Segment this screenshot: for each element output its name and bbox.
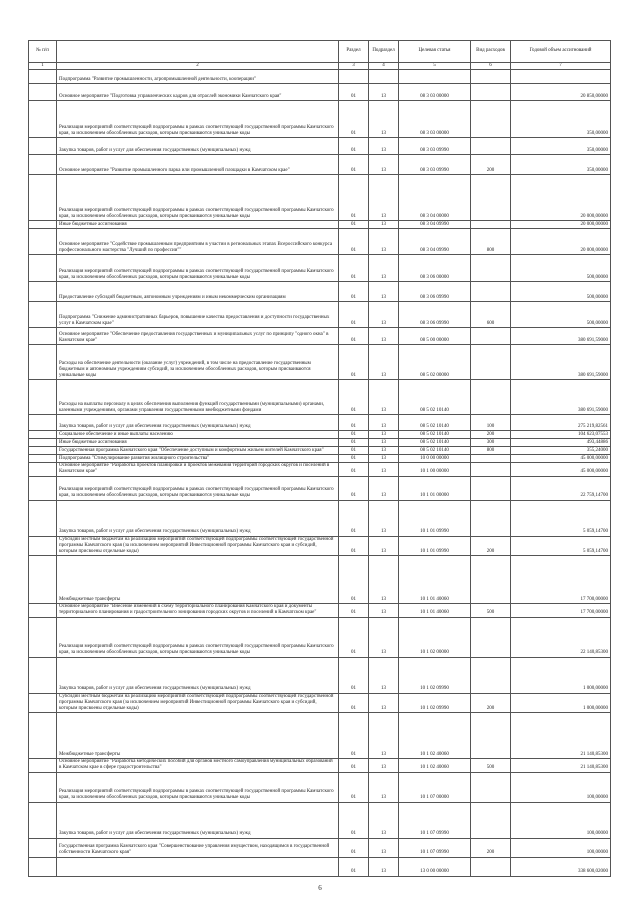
cell-name: Основное мероприятие "Обеспечение предоставления государственных и муниципальных услуг по принципу "одного окна" в Камчатском крае" — [57, 328, 339, 345]
cell-subsection: 13 — [369, 476, 399, 500]
cell-amount: 21 140,85300 — [511, 713, 611, 759]
cell-section: 01 — [339, 302, 369, 328]
cell-num — [29, 70, 57, 84]
cell-subsection: 13 — [369, 282, 399, 302]
table-row — [29, 556, 611, 604]
cell-article: 08 5 00 00000 — [399, 328, 471, 345]
cell-amount: 17 700,00000 — [511, 604, 611, 617]
cell-subsection: 13 — [369, 175, 399, 221]
cell-expense-type: 200 — [471, 536, 511, 556]
cell-expense-type — [471, 101, 511, 138]
cell-section: 01 — [339, 282, 369, 302]
cell-num — [29, 536, 57, 556]
cell-name: Основное мероприятие "Развитие промышленного парка или промышленной площадки в Камчатском крае" — [57, 155, 339, 175]
cell-amount: 20 850,00000 — [511, 84, 611, 101]
cell-expense-type — [471, 328, 511, 345]
cell-amount: 100,00000 — [511, 838, 611, 857]
table-row — [29, 229, 611, 255]
cell-article: 10 1 01 40060 — [399, 604, 471, 617]
cell-subsection: 13 — [369, 101, 399, 138]
cell-num — [29, 455, 57, 463]
cell-amount: 350,00000 — [511, 138, 611, 155]
table-row — [29, 138, 611, 155]
cell-amount: 493,44886 — [511, 439, 611, 447]
cell-article: 10 1 02 40060 — [399, 759, 471, 772]
cell-name: Социальное обеспечение и иные выплаты населению — [57, 431, 339, 439]
cell-expense-type — [471, 857, 511, 876]
table-row — [29, 536, 611, 556]
cell-section: 01 — [339, 380, 369, 415]
column-number-row — [29, 63, 611, 70]
cell-num — [29, 84, 57, 101]
cell-article: 10 1 07 00000 — [399, 772, 471, 802]
cell-article: 10 1 07 09990 — [399, 838, 471, 857]
cell-article: 10 1 02 09990 — [399, 693, 471, 713]
cell-amount: 22 759,14700 — [511, 476, 611, 500]
cell-num — [29, 476, 57, 500]
cell-expense-type: 200 — [471, 693, 511, 713]
cell-num — [29, 838, 57, 857]
cell-name: Субсидии местным бюджетам на реализацию мероприятий соответствующей подпрограммы соответствующей государственной программы Камчатского края (за исключением мероприятий Инвестиционной программы Камчатского края и субсидий, которым присвоены отдельные коды) — [57, 536, 339, 556]
cell-article: 10 1 00 00000 — [399, 463, 471, 476]
cell-name: Субсидии местным бюджетам на реализацию мероприятий соответствующей подпрограммы соответствующей государственной программы Камчатского края (за исключением мероприятий Инвестиционной программы Камчатского края и субсидий, которым присвоены отдельные коды) — [57, 693, 339, 713]
cell-num — [29, 175, 57, 221]
cell-article: 08 5 02 00000 — [399, 345, 471, 380]
cell-name: Государственная программа Камчатского края "Обеспечение доступным и комфортным жильем жителей Камчатского края" — [57, 447, 339, 455]
table-row — [29, 838, 611, 857]
cell-amount: 20 000,00000 — [511, 175, 611, 221]
cell-article: 10 1 01 09990 — [399, 500, 471, 536]
cell-section: 01 — [339, 431, 369, 439]
cell-section: 01 — [339, 463, 369, 476]
cell-expense-type: 200 — [471, 155, 511, 175]
table-row — [29, 447, 611, 455]
table-row — [29, 70, 611, 84]
cell-expense-type — [471, 463, 511, 476]
cell-section: 01 — [339, 138, 369, 155]
cell-expense-type: 500 — [471, 604, 511, 617]
cell-expense-type: 600 — [471, 302, 511, 328]
cell-num — [29, 380, 57, 415]
cell-expense-type: 100 — [471, 415, 511, 431]
cell-article — [399, 70, 471, 84]
cell-num — [29, 500, 57, 536]
cell-expense-type — [471, 282, 511, 302]
column-number: 2 — [57, 63, 339, 70]
cell-subsection: 13 — [369, 759, 399, 772]
cell-section: 01 — [339, 857, 369, 876]
cell-num — [29, 713, 57, 759]
table-row — [29, 500, 611, 536]
cell-section: 01 — [339, 838, 369, 857]
cell-name: Подпрограмма "Развитие промышленности, агропромышленной деятельности, кооперации" — [57, 70, 339, 84]
cell-section: 01 — [339, 693, 369, 713]
cell-name: Межбюджетные трансферты — [57, 713, 339, 759]
cell-name: Подпрограмма "Снижение административных барьеров, повышение качества предоставления и доступности государственных услуг в Камчатском крае" — [57, 302, 339, 328]
cell-article: 08 3 04 09990 — [399, 221, 471, 229]
cell-section: 01 — [339, 657, 369, 693]
cell-amount: 500,00000 — [511, 302, 611, 328]
cell-section: 01 — [339, 229, 369, 255]
cell-section: 01 — [339, 500, 369, 536]
table-row — [29, 175, 611, 221]
cell-num — [29, 759, 57, 772]
cell-section: 01 — [339, 617, 369, 657]
cell-amount: 1 000,00000 — [511, 693, 611, 713]
cell-article: 08 3 06 09990 — [399, 282, 471, 302]
cell-name: Закупка товаров, работ и услуг для обеспечения государственных (муниципальных) нужд — [57, 500, 339, 536]
table-row — [29, 255, 611, 282]
cell-num — [29, 657, 57, 693]
cell-subsection: 13 — [369, 802, 399, 838]
cell-name: Реализация мероприятий соответствующей подпрограммы в рамках соответствующей государственной программы Камчатского края, за исключением обособленных расходов, которым присваиваются уникальные коды — [57, 175, 339, 221]
header-subsection: Подраздел — [369, 41, 399, 63]
table-row — [29, 857, 611, 876]
cell-amount: 500,00000 — [511, 282, 611, 302]
cell-num — [29, 617, 57, 657]
cell-expense-type — [471, 455, 511, 463]
cell-expense-type — [471, 175, 511, 221]
cell-amount: 45 000,00000 — [511, 463, 611, 476]
cell-name: Основное мероприятие "Подготовка управленческих кадров для отраслей экономики Камчатского края" — [57, 84, 339, 101]
cell-section: 01 — [339, 772, 369, 802]
table-body — [29, 70, 611, 876]
cell-expense-type — [471, 345, 511, 380]
table-row — [29, 431, 611, 439]
cell-section: 01 — [339, 759, 369, 772]
cell-name: Основное мероприятие "Содействие промышленным предприятиям в участии в региональных этапах Всероссийского конкурса профессионального мастерства "Лучший по профессии"" — [57, 229, 339, 255]
cell-subsection: 13 — [369, 838, 399, 857]
cell-name: Расходы на выплаты персоналу в целях обеспечения выполнения функций государственными (муниципальными) органами, казенными учреждениями, органами управления государственными внебюджетными фондами — [57, 380, 339, 415]
cell-subsection: 13 — [369, 155, 399, 175]
cell-amount — [511, 70, 611, 84]
header-article: Целевая статья — [399, 41, 471, 63]
cell-section: 01 — [339, 439, 369, 447]
cell-article: 08 5 02 10140 — [399, 415, 471, 431]
cell-article: 08 3 03 09990 — [399, 155, 471, 175]
cell-name: Реализация мероприятий соответствующей подпрограммы в рамках соответствующей государственной программы Камчатского края, за исключением обособленных расходов, которым присваиваются уникальные коды — [57, 617, 339, 657]
cell-article: 10 1 02 00000 — [399, 617, 471, 657]
cell-subsection: 13 — [369, 455, 399, 463]
cell-expense-type — [471, 556, 511, 604]
cell-article: 10 1 01 09990 — [399, 536, 471, 556]
column-number: 5 — [399, 63, 471, 70]
cell-num — [29, 255, 57, 282]
cell-article: 08 5 02 10140 — [399, 447, 471, 455]
cell-name: Закупка товаров, работ и услуг для обеспечения государственных (муниципальных) нужд — [57, 138, 339, 155]
cell-expense-type: 300 — [471, 439, 511, 447]
cell-subsection: 13 — [369, 138, 399, 155]
cell-num — [29, 447, 57, 455]
cell-article: 08 3 03 09990 — [399, 138, 471, 155]
cell-name: Предоставление субсидий бюджетным, автономным учреждениям и иным некоммерческим организациям — [57, 282, 339, 302]
table-row — [29, 101, 611, 138]
header-expense-type: Вид расходов — [471, 41, 511, 63]
cell-article: 10 1 02 40060 — [399, 713, 471, 759]
cell-expense-type — [471, 70, 511, 84]
column-number: 6 — [471, 63, 511, 70]
cell-amount: 17 700,00000 — [511, 556, 611, 604]
header-num: № п/п — [29, 41, 57, 63]
cell-expense-type — [471, 772, 511, 802]
cell-amount: 20 000,00000 — [511, 229, 611, 255]
cell-section: 01 — [339, 604, 369, 617]
cell-name: Основное мероприятие "Внесение изменений в схему территориального планирования Камчатского края и документы территориального планирования и градостроительного зонирования городских округов и поселений в Камчатском крае" — [57, 604, 339, 617]
cell-expense-type — [471, 476, 511, 500]
cell-section: 01 — [339, 175, 369, 221]
cell-subsection: 13 — [369, 604, 399, 617]
cell-name: Основное мероприятие "Разработка проектов планировки и проектов межевания территорий городских округов и поселений в Камчатском крае" — [57, 463, 339, 476]
cell-section: 01 — [339, 328, 369, 345]
cell-name: Реализация мероприятий соответствующей подпрограммы в рамках соответствующей государственной программы Камчатского края, за исключением обособленных расходов, которым присваиваются уникальные коды — [57, 476, 339, 500]
cell-section: 01 — [339, 155, 369, 175]
cell-name: Межбюджетные трансферты — [57, 556, 339, 604]
cell-num — [29, 772, 57, 802]
table-row — [29, 302, 611, 328]
column-number: 1 — [29, 63, 57, 70]
table-row — [29, 415, 611, 431]
cell-expense-type — [471, 657, 511, 693]
cell-subsection: 13 — [369, 693, 399, 713]
cell-amount: 100,00000 — [511, 772, 611, 802]
cell-section: 01 — [339, 447, 369, 455]
cell-article: 08 3 03 00000 — [399, 84, 471, 101]
cell-amount: 350,00000 — [511, 101, 611, 138]
table-row — [29, 84, 611, 101]
cell-subsection: 13 — [369, 415, 399, 431]
cell-article: 10 1 01 00000 — [399, 476, 471, 500]
cell-subsection: 13 — [369, 772, 399, 802]
cell-subsection: 13 — [369, 255, 399, 282]
cell-amount: 380 691,59000 — [511, 345, 611, 380]
table-row — [29, 155, 611, 175]
cell-subsection: 13 — [369, 84, 399, 101]
cell-expense-type — [471, 713, 511, 759]
cell-section: 01 — [339, 415, 369, 431]
cell-amount: 5 059,14700 — [511, 536, 611, 556]
header-amount: Годовой объем ассигнований — [511, 41, 611, 63]
cell-section: 01 — [339, 221, 369, 229]
cell-name: Иные бюджетные ассигнования — [57, 439, 339, 447]
cell-subsection: 13 — [369, 328, 399, 345]
table-row — [29, 693, 611, 713]
table-row — [29, 463, 611, 476]
table-row — [29, 617, 611, 657]
table-row — [29, 345, 611, 380]
cell-subsection — [369, 70, 399, 84]
cell-section: 01 — [339, 345, 369, 380]
table-row — [29, 282, 611, 302]
cell-amount: 380 691,59000 — [511, 328, 611, 345]
cell-name: Подпрограмма "Стимулирование развития жилищного строительства" — [57, 455, 339, 463]
cell-subsection: 13 — [369, 536, 399, 556]
cell-amount: 355,24000 — [511, 447, 611, 455]
header-name — [57, 41, 339, 63]
cell-section: 01 — [339, 476, 369, 500]
cell-name: Государственная программа Камчатского края "Совершенствование управления имуществом, находящимся в государственной собственности Камчатского края" — [57, 838, 339, 857]
cell-expense-type — [471, 500, 511, 536]
cell-subsection: 13 — [369, 463, 399, 476]
cell-name: Реализация мероприятий соответствующей подпрограммы в рамках соответствующей государственной программы Камчатского края, за исключением обособленных расходов, которым присваиваются уникальные коды — [57, 772, 339, 802]
header-section: Раздел — [339, 41, 369, 63]
cell-amount: 338 600,02000 — [511, 857, 611, 876]
cell-amount: 100,00000 — [511, 802, 611, 838]
cell-article: 08 3 04 09990 — [399, 229, 471, 255]
cell-amount: 104 623,07553 — [511, 431, 611, 439]
cell-num — [29, 857, 57, 876]
cell-subsection: 13 — [369, 302, 399, 328]
cell-article: 10 0 00 00000 — [399, 455, 471, 463]
cell-subsection: 13 — [369, 439, 399, 447]
cell-article: 08 3 03 00000 — [399, 101, 471, 138]
cell-section — [339, 70, 369, 84]
cell-amount: 1 000,00000 — [511, 657, 611, 693]
cell-num — [29, 463, 57, 476]
cell-expense-type — [471, 138, 511, 155]
table-row — [29, 772, 611, 802]
cell-num — [29, 328, 57, 345]
cell-num — [29, 556, 57, 604]
cell-subsection: 13 — [369, 447, 399, 455]
cell-num — [29, 604, 57, 617]
cell-article: 10 1 07 09990 — [399, 802, 471, 838]
cell-name: Закупка товаров, работ и услуг для обеспечения государственных (муниципальных) нужд — [57, 415, 339, 431]
cell-article: 13 0 00 00000 — [399, 857, 471, 876]
cell-expense-type: 800 — [471, 447, 511, 455]
cell-amount: 350,00000 — [511, 155, 611, 175]
cell-expense-type — [471, 802, 511, 838]
cell-num — [29, 693, 57, 713]
cell-article: 10 1 02 09990 — [399, 657, 471, 693]
cell-article: 08 5 02 10140 — [399, 439, 471, 447]
cell-subsection: 13 — [369, 617, 399, 657]
table-row — [29, 802, 611, 838]
cell-article: 08 3 06 00000 — [399, 255, 471, 282]
cell-subsection: 13 — [369, 556, 399, 604]
cell-subsection: 13 — [369, 229, 399, 255]
cell-section: 01 — [339, 101, 369, 138]
cell-num — [29, 431, 57, 439]
cell-article: 10 1 01 40060 — [399, 556, 471, 604]
table-row — [29, 604, 611, 617]
table-row — [29, 380, 611, 415]
cell-section: 01 — [339, 713, 369, 759]
cell-subsection: 13 — [369, 345, 399, 380]
table-row — [29, 221, 611, 229]
cell-amount: 20 000,00000 — [511, 221, 611, 229]
cell-section: 01 — [339, 455, 369, 463]
cell-name: Расходы на обеспечение деятельности (оказание услуг) учреждений, в том числе на предоставление государственным бюджетным и автономным учреждениям субсидий, за исключением обособленных расходов, которым присваиваются уникальные коды — [57, 345, 339, 380]
table-row — [29, 759, 611, 772]
cell-subsection: 13 — [369, 657, 399, 693]
cell-expense-type — [471, 221, 511, 229]
cell-num — [29, 229, 57, 255]
cell-article: 08 5 02 10140 — [399, 431, 471, 439]
cell-num — [29, 345, 57, 380]
cell-section: 01 — [339, 802, 369, 838]
page-number: 6 — [318, 884, 322, 892]
column-number: 7 — [511, 63, 611, 70]
cell-name: Основное мероприятие "Разработка методических пособий для органов местного самоуправления муниципальных образований в Камчатском крае в сфере градостроительства" — [57, 759, 339, 772]
table-row — [29, 657, 611, 693]
cell-amount: 275 219,82561 — [511, 415, 611, 431]
cell-name: Реализация мероприятий соответствующей подпрограммы в рамках соответствующей государственной программы Камчатского края, за исключением обособленных расходов, которым присваиваются уникальные коды — [57, 101, 339, 138]
cell-amount: 500,00000 — [511, 255, 611, 282]
cell-subsection: 13 — [369, 380, 399, 415]
cell-expense-type — [471, 84, 511, 101]
cell-subsection: 13 — [369, 431, 399, 439]
cell-num — [29, 282, 57, 302]
cell-expense-type: 500 — [471, 759, 511, 772]
table-row — [29, 713, 611, 759]
cell-article: 08 3 06 09990 — [399, 302, 471, 328]
cell-amount: 22 140,85300 — [511, 617, 611, 657]
cell-num — [29, 802, 57, 838]
table-row — [29, 328, 611, 345]
column-number: 4 — [369, 63, 399, 70]
cell-num — [29, 221, 57, 229]
cell-num — [29, 415, 57, 431]
cell-num — [29, 439, 57, 447]
cell-subsection: 13 — [369, 713, 399, 759]
cell-num — [29, 101, 57, 138]
cell-num — [29, 155, 57, 175]
cell-subsection: 13 — [369, 857, 399, 876]
cell-subsection: 13 — [369, 221, 399, 229]
cell-num — [29, 302, 57, 328]
cell-article: 08 3 04 00000 — [399, 175, 471, 221]
cell-expense-type: 800 — [471, 229, 511, 255]
cell-section: 01 — [339, 84, 369, 101]
table-row — [29, 476, 611, 500]
cell-name: Иные бюджетные ассигнования — [57, 221, 339, 229]
cell-subsection: 13 — [369, 500, 399, 536]
cell-expense-type — [471, 255, 511, 282]
cell-num — [29, 138, 57, 155]
cell-section: 01 — [339, 255, 369, 282]
cell-expense-type: 200 — [471, 431, 511, 439]
table-header-row — [29, 41, 611, 63]
cell-amount: 45 000,00000 — [511, 455, 611, 463]
cell-amount: 5 059,14700 — [511, 500, 611, 536]
cell-name: Реализация мероприятий соответствующей подпрограммы в рамках соответствующей государственной программы Камчатского края, за исключением обособленных расходов, которым присваиваются уникальные коды — [57, 255, 339, 282]
column-number: 3 — [339, 63, 369, 70]
cell-amount: 380 691,59000 — [511, 380, 611, 415]
cell-expense-type: 200 — [471, 838, 511, 857]
cell-expense-type — [471, 380, 511, 415]
table-row — [29, 439, 611, 447]
cell-section: 01 — [339, 556, 369, 604]
cell-name: Закупка товаров, работ и услуг для обеспечения государственных (муниципальных) нужд — [57, 802, 339, 838]
cell-name — [57, 857, 339, 876]
cell-name: Закупка товаров, работ и услуг для обеспечения государственных (муниципальных) нужд — [57, 657, 339, 693]
cell-section: 01 — [339, 536, 369, 556]
cell-amount: 21 140,85300 — [511, 759, 611, 772]
budget-table — [28, 40, 611, 877]
cell-expense-type — [471, 617, 511, 657]
table-row — [29, 455, 611, 463]
cell-article: 08 5 02 10140 — [399, 380, 471, 415]
